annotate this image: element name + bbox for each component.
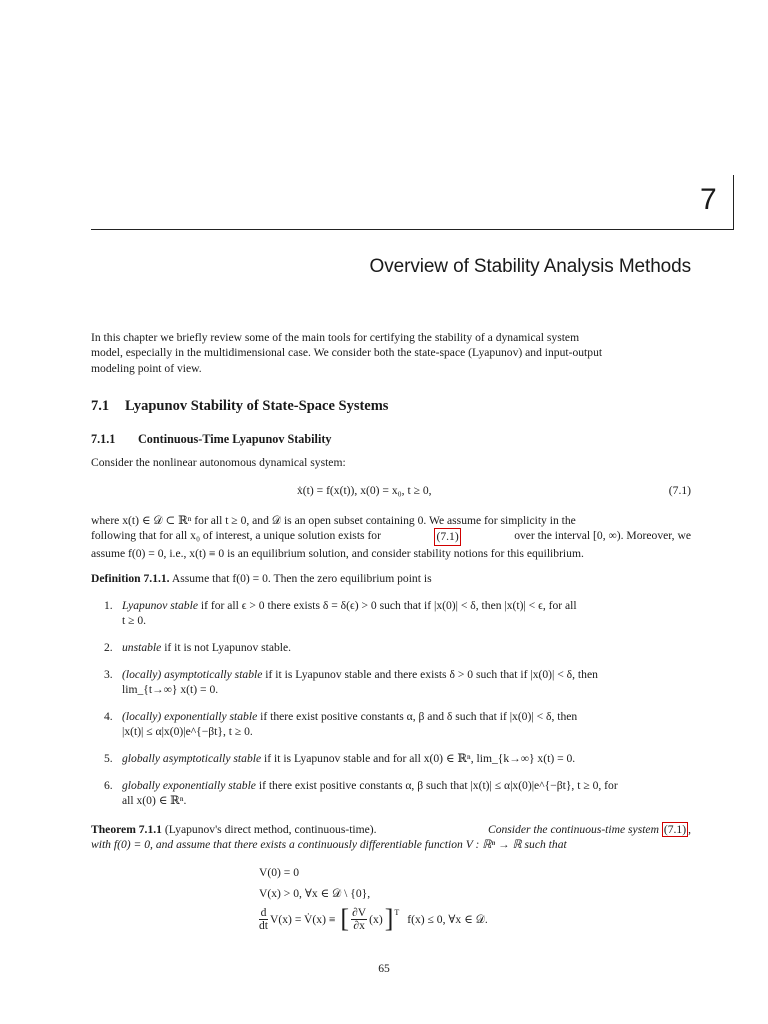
list-item-term: (locally) exponentially stable [122, 710, 258, 723]
where-line-1: where x(t) ∈ 𝒟 ⊂ ℝⁿ for all t ≥ 0, and 𝒟 is an open subset containing 0. We assume for simplicity in the [91, 514, 576, 527]
condition-derivative [259, 906, 488, 932]
list-item [104, 709, 691, 740]
intro-line: modeling point of view. [91, 361, 202, 375]
list-item-number: 5. [104, 752, 113, 765]
section-heading [91, 398, 388, 415]
list-item-term: (locally) asymptotically stable [122, 668, 263, 681]
section-number: 7.1 [91, 398, 110, 414]
where-line-2 [91, 528, 691, 545]
partial-den: ∂x [353, 918, 365, 932]
frac-den: dt [259, 918, 269, 932]
intro-line: model, especially in the multidimensional case. We consider both the state-space (Lyapunov) and input-output [91, 346, 603, 360]
list-item [104, 667, 691, 698]
list-item-number: 1. [104, 599, 113, 612]
intro-line: In this chapter we briefly review some of the main tools for certifying the stability of a dynamical system [91, 331, 580, 344]
partial-fraction [351, 907, 367, 932]
list-item [104, 598, 691, 629]
list-item-term: Lyapunov stable [122, 599, 198, 612]
chapter-title: Overview of Stability Analysis Methods [369, 256, 691, 277]
definition [91, 571, 691, 586]
where-line-2b: over the interval [0, ∞). Moreover, we [514, 529, 691, 543]
list-item [104, 751, 691, 766]
transpose-superscript: T [394, 908, 400, 917]
list-item-number: 3. [104, 668, 113, 681]
list-item-term: unstable [122, 641, 162, 654]
section-title: Lyapunov Stability of State-Space Systems [125, 398, 389, 414]
equation-ref-link[interactable]: (7.1) [434, 528, 460, 545]
list-item-text: if there exist positive constants α, β and δ such that if |x(0)| < δ, then [260, 710, 578, 723]
equation-label: (7.1) [668, 484, 691, 497]
list-item-text: if it is Lyapunov stable and for all x(0) ∈ ℝⁿ, lim_{k→∞} x(t) = 0. [264, 752, 576, 765]
definition-text: Assume that f(0) = 0. Then the zero equilibrium point is [171, 572, 432, 585]
theorem-text: Consider the continuous-time system [487, 823, 659, 836]
list-item [104, 778, 691, 809]
list-item-text: if for all ϵ > 0 there exists δ = δ(ϵ) > 0 such that if |x(0)| < δ, then |x(t)| < ϵ, for all [200, 599, 577, 612]
list-item-term: globally asymptotically stable [122, 752, 262, 765]
list-item-term: globally exponentially stable [122, 779, 256, 792]
right-bracket: ] [384, 904, 394, 933]
theorem-comma: , [688, 823, 691, 836]
frac-num: d [260, 905, 267, 919]
partial-num: ∂V [352, 905, 367, 919]
theorem [91, 822, 691, 853]
list-item-text-cont: t ≥ 0. [122, 614, 147, 628]
subsection-heading [91, 432, 331, 447]
derivative-equality: V(x) = V̇(x) ≡ [270, 912, 336, 926]
chapter-number-bar [733, 175, 734, 230]
chapter-rule [91, 229, 734, 230]
subsection-number: 7.1.1 [91, 432, 116, 446]
intro-paragraph [91, 330, 691, 376]
left-bracket: [ [340, 904, 350, 933]
theorem-label: Theorem 7.1.1 [91, 823, 162, 836]
where-paragraph [91, 513, 691, 561]
d-dt-fraction [259, 907, 268, 932]
condition-v0: V(0) = 0 [259, 866, 300, 879]
list-item-text-cont: |x(t)| ≤ α|x(0)|e^{−βt}, t ≥ 0. [122, 725, 253, 739]
where-line-2a: following that for all x₀ of interest, a unique solution exists for [91, 529, 381, 543]
theorem-name: (Lyapunov's direct method, continuous-time). [164, 823, 377, 836]
page-number: 65 [378, 962, 390, 975]
consider-line: Consider the nonlinear autonomous dynamical system: [91, 456, 346, 469]
derivative-inequality: f(x) ≤ 0, ∀x ∈ 𝒟. [407, 912, 488, 926]
equation-7-1: ẋ(t) = f(x(t)), x(0) = x₀, t ≥ 0, [297, 484, 432, 497]
chapter-number: 7 [700, 183, 717, 216]
list-item-text: if there exist positive constants α, β such that |x(t)| ≤ α|x(0)|e^{−βt}, t ≥ 0, for [258, 779, 618, 792]
definition-label: Definition 7.1.1. [91, 572, 170, 585]
subsection-title: Continuous-Time Lyapunov Stability [138, 432, 332, 446]
gradient-arg: (x) [369, 912, 383, 926]
list-item-number: 4. [104, 710, 113, 723]
list-item-text: if it is not Lyapunov stable. [164, 641, 292, 654]
theorem-text-cont: with f(0) = 0, and assume that there exists a continuously differentiable function V : ℝⁿ → ℝ such that [91, 838, 567, 852]
list-item-text-cont: all x(0) ∈ ℝⁿ. [122, 794, 187, 808]
theorem-line-1 [91, 822, 691, 837]
list-item-number: 2. [104, 641, 113, 654]
list-item [104, 640, 691, 655]
where-line-3: assume f(0) = 0, i.e., x(t) ≡ 0 is an equilibrium solution, and consider stability notions for this equilibrium. [91, 546, 584, 560]
condition-positive: V(x) > 0, ∀x ∈ 𝒟 \ {0}, [259, 887, 371, 900]
list-item-number: 6. [104, 779, 113, 792]
list-item-text: if it is Lyapunov stable and there exists δ > 0 such that if |x(0)| < δ, then [265, 668, 598, 681]
list-item-text-cont: lim_{t→∞} x(t) = 0. [122, 683, 219, 697]
theorem-equation-ref-link[interactable]: (7.1) [663, 823, 687, 836]
